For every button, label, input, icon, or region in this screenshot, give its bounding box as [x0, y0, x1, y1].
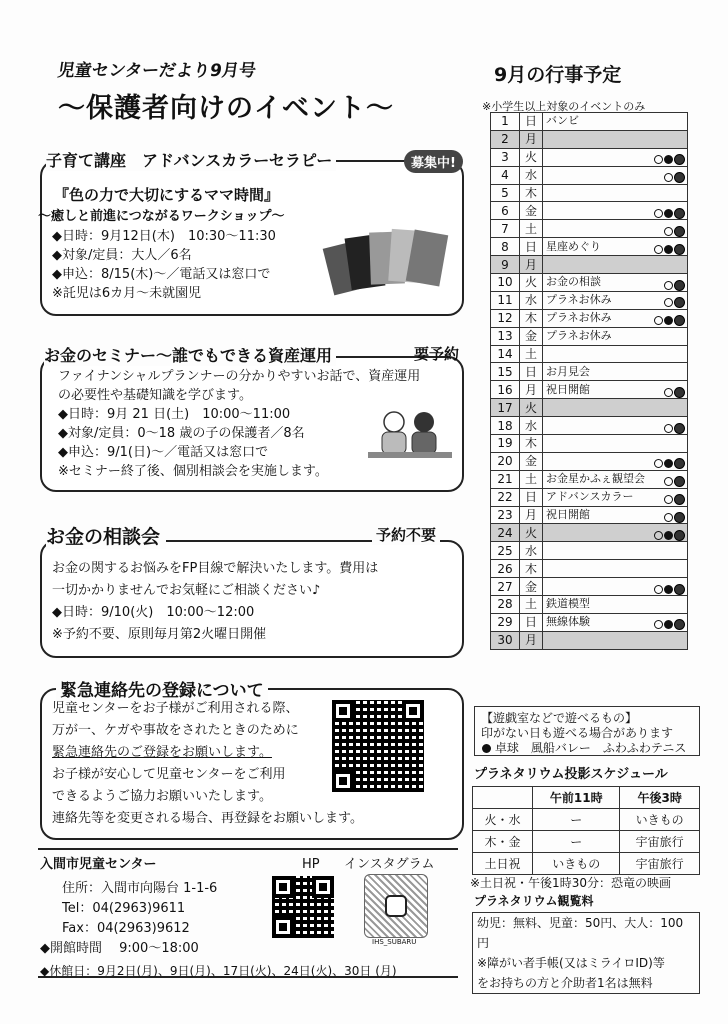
calendar-event-label: プラネお休み: [546, 329, 612, 343]
planetarium-title: プラネタリウム投影スケジュール: [474, 767, 668, 782]
calendar-row: [491, 542, 688, 560]
calendar-event: [543, 399, 688, 417]
no-reservation-tag: 予約不要: [372, 524, 440, 545]
calendar-day-number: 3: [491, 148, 520, 166]
event3-desc1: お金の関するお悩みをFP目線で解決いたします。費用は: [52, 561, 379, 576]
calendar-day-number: 27: [491, 578, 520, 596]
schedule-header-row: [473, 787, 700, 809]
calendar-weekday: 金: [520, 452, 543, 470]
event1-apply: ◆申込：8/15(木)～／電話又は窓口で: [52, 267, 271, 282]
calendar-day-number: 8: [491, 238, 520, 256]
calendar-row: [491, 256, 688, 274]
calendar-event: [543, 184, 688, 202]
event3-desc2: 一切かかりませんでお気軽にご相談ください♪: [52, 583, 321, 598]
recruiting-badge: 募集中!: [404, 150, 463, 173]
tennis-racket-icon: [664, 173, 673, 182]
emergency-line2: 万が一、ケガや事故をされたときのために: [52, 723, 299, 738]
calendar-event: [543, 327, 688, 345]
schedule-cell: 火・水: [473, 809, 533, 831]
emergency-line1: 児童センターをお子様がご利用される際、: [52, 701, 299, 716]
calendar-row: [491, 596, 688, 614]
planetarium-note: ※土日祝・午後1時30分：恐竜の映画: [470, 876, 671, 890]
calendar-weekday: 火: [520, 148, 543, 166]
calendar-row: [491, 435, 688, 453]
opening-hours: ◆開館時間 9:00～18:00: [40, 941, 199, 956]
event3-title: お金の相談会: [46, 522, 166, 549]
calendar-day-number: 14: [491, 345, 520, 363]
calendar-row: [491, 166, 688, 184]
color-cards-image: [328, 226, 448, 296]
calendar-day-number: 1: [491, 113, 520, 131]
volleyball-icon: [674, 387, 685, 398]
calendar-day-number: 17: [491, 399, 520, 417]
calendar-weekday: 日: [520, 113, 543, 131]
calendar-event: [543, 130, 688, 148]
calendar-event: [543, 345, 688, 363]
calendar-weekday: 水: [520, 417, 543, 435]
calendar-row: [491, 327, 688, 345]
calendar-day-number: 5: [491, 184, 520, 202]
calendar-weekday: 金: [520, 202, 543, 220]
calendar-event: [543, 148, 688, 166]
calendar-event: [543, 417, 688, 435]
instagram-label: インスタグラム: [344, 857, 435, 872]
calendar-row: [491, 202, 688, 220]
volleyball-icon: [674, 244, 685, 255]
schedule-cell: ー: [533, 809, 620, 831]
tennis-racket-icon: [654, 316, 663, 325]
calendar-event: [543, 560, 688, 578]
emergency-line6: 連絡先等を変更される場合、再登録をお願いします。: [52, 811, 363, 826]
calendar-row: [491, 488, 688, 506]
calendar-day-number: 26: [491, 560, 520, 578]
calendar-row: [491, 363, 688, 381]
instagram-caption: IHS_SUBARU: [372, 938, 417, 946]
calendar-row: [491, 220, 688, 238]
calendar-weekday: 土: [520, 345, 543, 363]
volleyball-icon: [674, 458, 685, 469]
calendar-weekday: 火: [520, 274, 543, 292]
calendar-weekday: 水: [520, 166, 543, 184]
calendar-weekday: 木: [520, 560, 543, 578]
tennis-racket-icon: [664, 388, 673, 397]
event2-apply: ◆申込：9/1(日)～／電話又は窓口で: [58, 445, 269, 460]
calendar-weekday: 金: [520, 578, 543, 596]
volleyball-icon: [674, 297, 685, 308]
calendar-event: [543, 435, 688, 453]
calendar-day-number: 21: [491, 470, 520, 488]
volleyball-icon: [674, 226, 685, 237]
volleyball-icon: [674, 208, 685, 219]
volleyball-icon: [674, 512, 685, 523]
tennis-racket-icon: [664, 281, 673, 290]
tennis-racket-icon: [654, 209, 663, 218]
calendar-day-number: 20: [491, 452, 520, 470]
calendar-weekday: 土: [520, 470, 543, 488]
september-calendar: [490, 112, 688, 650]
calendar-event: [543, 238, 688, 256]
calendar-day-number: 15: [491, 363, 520, 381]
tennis-racket-icon: [654, 155, 663, 164]
consultation-illustration: [364, 400, 456, 470]
fee-line1: 幼児：無料、児童：50円、大人：100円: [477, 916, 684, 950]
tennis-racket-icon: [664, 227, 673, 236]
calendar-day-number: 23: [491, 506, 520, 524]
calendar-note: ※小学生以上対象のイベントのみ: [482, 100, 646, 113]
volleyball-icon: [674, 172, 685, 183]
schedule-header: 午後3時: [620, 787, 700, 809]
schedule-cell: 宇宙旅行: [620, 853, 700, 875]
schedule-header: [473, 787, 533, 809]
calendar-weekday: 土: [520, 220, 543, 238]
calendar-event-label: 祝日開館: [546, 382, 590, 396]
hp-qr-code[interactable]: [272, 876, 334, 938]
calendar-event: [543, 452, 688, 470]
fee-line2: ※障がい者手帳(又はミライロID)等: [477, 956, 665, 970]
tennis-racket-icon: [654, 531, 663, 540]
schedule-header: 午前11時: [533, 787, 620, 809]
schedule-row: [473, 853, 700, 875]
schedule-row: [473, 831, 700, 853]
calendar-day-number: 18: [491, 417, 520, 435]
calendar-event-label: 祝日開館: [546, 508, 590, 522]
calendar-weekday: 月: [520, 631, 543, 649]
calendar-row: [491, 309, 688, 327]
calendar-row: [491, 560, 688, 578]
volleyball-icon: [674, 494, 685, 505]
calendar-row: [491, 291, 688, 309]
event1-subtitle2: ～癒しと前進につながるワークショップ～: [38, 209, 285, 224]
planetarium-schedule: [472, 786, 700, 875]
event1-target: ◆対象/定員：大人／6名: [52, 248, 192, 263]
calendar-event-label: プラネお休み: [546, 311, 612, 325]
calendar-day-number: 28: [491, 596, 520, 614]
calendar-day-number: 25: [491, 542, 520, 560]
tennis-racket-icon: [654, 620, 663, 629]
calendar-event-label: お金の相談: [546, 275, 601, 289]
fee-line3: をお持ちの方と介助者1名は無料: [477, 976, 653, 990]
calendar-day-number: 24: [491, 524, 520, 542]
calendar-event: [543, 166, 688, 184]
calendar-row: [491, 613, 688, 631]
center-name: 入間市児童センター: [40, 857, 157, 872]
fee-title: プラネタリウム観覧料: [474, 894, 594, 908]
calendar-event: [543, 220, 688, 238]
emergency-line4: お子様が安心して児童センターをご利用: [52, 767, 286, 782]
calendar-event-label: プラネお休み: [546, 293, 612, 307]
calendar-row: [491, 148, 688, 166]
tennis-racket-icon: [664, 513, 673, 522]
calendar-event: [543, 542, 688, 560]
calendar-event: [543, 596, 688, 614]
calendar-event: [543, 274, 688, 292]
calendar-row: [491, 578, 688, 596]
calendar-day-number: 19: [491, 435, 520, 453]
calendar-day-number: 16: [491, 381, 520, 399]
page-title: ～保護者向けのイベント～: [58, 93, 394, 124]
calendar-row: [491, 184, 688, 202]
calendar-day-number: 12: [491, 309, 520, 327]
calendar-event: [543, 488, 688, 506]
play-items-box: [474, 706, 700, 756]
calendar-event-label: アドバンスカラー: [546, 490, 634, 504]
volleyball-icon: [674, 315, 685, 326]
event1-childcare: ※託児は6カ月～未就園児: [52, 286, 202, 301]
calendar-day-number: 9: [491, 256, 520, 274]
closed-days: ◆休館日：9月2日(月)、9日(月)、17日(火)、24日(火)、30日 (月): [40, 964, 397, 978]
calendar-weekday: 火: [520, 524, 543, 542]
event1-subtitle: 『色の力で大切にするママ時間』: [54, 186, 280, 204]
calendar-day-number: 2: [491, 130, 520, 148]
calendar-weekday: 月: [520, 256, 543, 274]
calendar-event: [543, 524, 688, 542]
schedule-cell: 土日祝: [473, 853, 533, 875]
play-items: 卓球 風船バレー ふわふわテニス: [481, 741, 693, 756]
calendar-row: [491, 381, 688, 399]
calendar-weekday: 水: [520, 542, 543, 560]
emergency-title: 緊急連絡先の登録について: [56, 676, 268, 701]
tennis-racket-icon: [664, 495, 673, 504]
tennis-racket-icon: [654, 585, 663, 594]
schedule-cell: 宇宙旅行: [620, 831, 700, 853]
calendar-weekday: 木: [520, 435, 543, 453]
calendar-event: [543, 506, 688, 524]
calendar-row: [491, 399, 688, 417]
ping-pong-icon: [664, 209, 673, 218]
ping-pong-icon: [664, 155, 673, 164]
calendar-weekday: 日: [520, 363, 543, 381]
tennis-racket-icon: [664, 424, 673, 433]
volleyball-icon: [674, 154, 685, 165]
ping-pong-icon: [664, 459, 673, 468]
calendar-event: [543, 631, 688, 649]
newsletter-title: 児童センターだより9月号: [56, 61, 258, 81]
volleyball-icon: [674, 423, 685, 434]
calendar-weekday: 木: [520, 309, 543, 327]
ping-pong-icon: [664, 245, 673, 254]
instagram-qr-card[interactable]: [364, 874, 428, 938]
volleyball-icon: [674, 476, 685, 487]
calendar-event: [543, 113, 688, 131]
play-note: 印がない日も遊べる場合があります: [481, 726, 674, 740]
ping-pong-icon: [482, 744, 491, 753]
schedule-cell: ー: [533, 831, 620, 853]
center-tel: Tel：04(2963)9611: [62, 901, 186, 916]
calendar-day-number: 13: [491, 327, 520, 345]
ping-pong-icon: [664, 316, 673, 325]
calendar-event-label: 星座めぐり: [546, 239, 601, 253]
calendar-day-number: 10: [491, 274, 520, 292]
event2-date: ◆日時：9月 21 日(土) 10:00～11:00: [58, 407, 291, 422]
volleyball-icon: [674, 584, 685, 595]
calendar-weekday: 金: [520, 327, 543, 345]
calendar-row: [491, 524, 688, 542]
hp-label: HP: [302, 857, 320, 872]
instagram-icon: [385, 895, 407, 917]
calendar-row: [491, 274, 688, 292]
volleyball-icon: [674, 280, 685, 291]
calendar-weekday: 土: [520, 596, 543, 614]
calendar-row: [491, 345, 688, 363]
fee-box: [472, 912, 700, 994]
calendar-title: 9月の行事予定: [494, 64, 622, 86]
volleyball-icon: [674, 619, 685, 630]
tennis-racket-icon: [664, 477, 673, 486]
calendar-event: [543, 309, 688, 327]
calendar-weekday: 月: [520, 506, 543, 524]
event2-desc2: の必要性や基礎知識を学びます。: [58, 388, 252, 403]
event3-date: ◆日時：9/10(火) 10:00～12:00: [52, 605, 255, 620]
calendar-day-number: 22: [491, 488, 520, 506]
calendar-event-label: 無線体験: [546, 615, 590, 629]
calendar-day-number: 6: [491, 202, 520, 220]
calendar-row: [491, 238, 688, 256]
calendar-weekday: 日: [520, 238, 543, 256]
reservation-required-tag: 要予約: [414, 345, 460, 363]
calendar-event: [543, 578, 688, 596]
calendar-day-number: 30: [491, 631, 520, 649]
center-address: 住所：入間市向陽台 1-1-6: [62, 881, 218, 896]
schedule-cell: いきもの: [620, 809, 700, 831]
calendar-event: [543, 291, 688, 309]
event2-desc1: ファイナンシャルプランナーの分かりやすいお話で、資産運用: [58, 369, 421, 384]
schedule-row: [473, 809, 700, 831]
calendar-day-number: 29: [491, 613, 520, 631]
calendar-event-label: お金星かふぇ観望会: [546, 472, 645, 486]
tennis-racket-icon: [654, 459, 663, 468]
play-title: 【遊戯室などで遊べるもの】: [481, 711, 638, 725]
calendar-event: [543, 256, 688, 274]
event2-title: お金のセミナー～誰でもできる資産運用: [44, 343, 336, 366]
calendar-row: [491, 470, 688, 488]
calendar-weekday: 日: [520, 488, 543, 506]
calendar-weekday: 日: [520, 613, 543, 631]
ping-pong-icon: [664, 620, 673, 629]
calendar-event: [543, 470, 688, 488]
calendar-event-label: お月見会: [546, 364, 590, 378]
ping-pong-icon: [664, 585, 673, 594]
schedule-cell: 木・金: [473, 831, 533, 853]
calendar-row: [491, 452, 688, 470]
calendar-row: [491, 417, 688, 435]
schedule-cell: いきもの: [533, 853, 620, 875]
calendar-row: [491, 130, 688, 148]
volleyball-icon: [674, 530, 685, 541]
event1-title: 子育て講座 アドバンスカラーセラピー: [46, 148, 336, 171]
calendar-event-label: 鉄道模型: [546, 597, 590, 611]
event2-note: ※セミナー終了後、個別相談会を実施します。: [58, 464, 328, 479]
calendar-row: [491, 506, 688, 524]
event2-target: ◆対象/定員：0～18 歳の子の保護者／8名: [58, 426, 305, 441]
calendar-weekday: 月: [520, 381, 543, 399]
calendar-event: [543, 613, 688, 631]
emergency-line5: できるようご協力お願いいたします。: [52, 789, 272, 804]
emergency-line3: 緊急連絡先のご登録をお願いします。: [52, 745, 272, 760]
emergency-registration-qr-code[interactable]: [332, 700, 424, 792]
tennis-racket-icon: [654, 245, 663, 254]
calendar-event: [543, 202, 688, 220]
calendar-day-number: 4: [491, 166, 520, 184]
ping-pong-icon: [664, 531, 673, 540]
event1-date: ◆日時：9月12日(木) 10:30～11:30: [52, 229, 276, 244]
calendar-row: [491, 113, 688, 131]
calendar-event-label: バンビ: [546, 114, 579, 128]
calendar-event: [543, 381, 688, 399]
calendar-weekday: 月: [520, 130, 543, 148]
calendar-row: [491, 631, 688, 649]
calendar-weekday: 火: [520, 399, 543, 417]
calendar-weekday: 水: [520, 291, 543, 309]
calendar-day-number: 7: [491, 220, 520, 238]
calendar-weekday: 木: [520, 184, 543, 202]
calendar-event: [543, 363, 688, 381]
event3-note: ※予約不要、原則毎月第2火曜日開催: [52, 627, 267, 642]
center-fax: Fax：04(2963)9612: [62, 921, 190, 936]
tennis-racket-icon: [664, 298, 673, 307]
calendar-day-number: 11: [491, 291, 520, 309]
